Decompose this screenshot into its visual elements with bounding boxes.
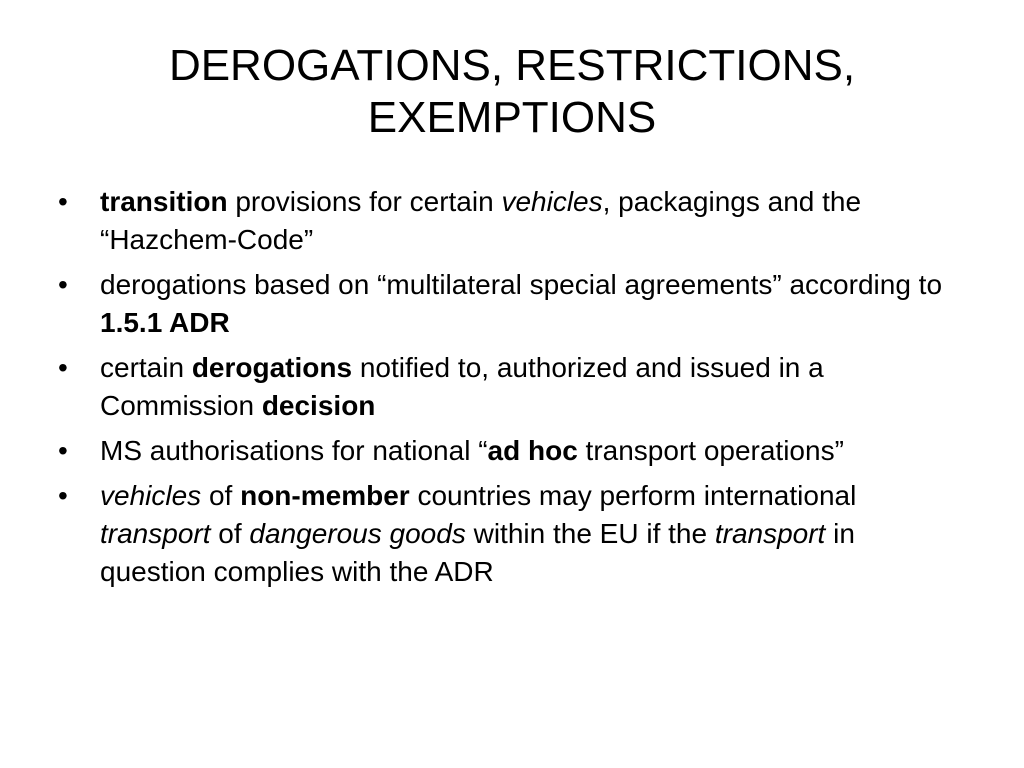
bullet-segment: ad hoc [487, 435, 578, 466]
bullet-marker: • [58, 269, 68, 300]
bullet-item [58, 266, 968, 342]
bullet-segment: derogations based on “multilateral special agreements” according to [100, 269, 943, 300]
bullet-list [58, 183, 968, 598]
bullet-marker: • [58, 480, 68, 511]
bullet-segment: vehicles [501, 186, 603, 217]
bullet-item [58, 183, 968, 259]
bullet-segment: of [201, 480, 241, 511]
title-line-2: EXEMPTIONS [367, 93, 657, 142]
slide-title [60, 40, 964, 144]
bullet-segment: MS authorisations for national “ [100, 435, 488, 466]
bullet-marker: • [58, 435, 68, 466]
bullet-segment: provisions for certain [227, 186, 502, 217]
bullet-segment: certain [100, 352, 192, 383]
bullet-item [58, 349, 968, 425]
bullet-segment: decision [261, 390, 376, 421]
bullet-segment: transport [714, 518, 826, 549]
bullet-segment: 1.5.1 ADR [100, 307, 230, 338]
bullet-segment: countries may perform international [409, 480, 857, 511]
bullet-item [58, 477, 968, 591]
bullet-segment: non-member [240, 480, 410, 511]
bullet-segment: of [210, 518, 250, 549]
title-line-1: DEROGATIONS, RESTRICTIONS, [168, 41, 856, 90]
bullet-marker: • [58, 186, 68, 217]
bullet-segment: vehicles [100, 480, 202, 511]
bullet-segment: transport [100, 518, 211, 549]
bullet-segment: notified to, authorized and issued in a Commission [100, 352, 824, 421]
bullet-segment: within the EU if the [465, 518, 715, 549]
bullet-segment: in question complies with the ADR [100, 518, 855, 587]
bullet-segment: transport operations” [577, 435, 844, 466]
bullet-segment: dangerous goods [249, 518, 466, 549]
bullet-segment: derogations [191, 352, 353, 383]
bullet-segment: transition [100, 186, 228, 217]
bullet-item [58, 432, 968, 470]
bullet-marker: • [58, 352, 68, 383]
bullet-segment: , packagings and the “Hazchem-Code” [100, 186, 862, 255]
